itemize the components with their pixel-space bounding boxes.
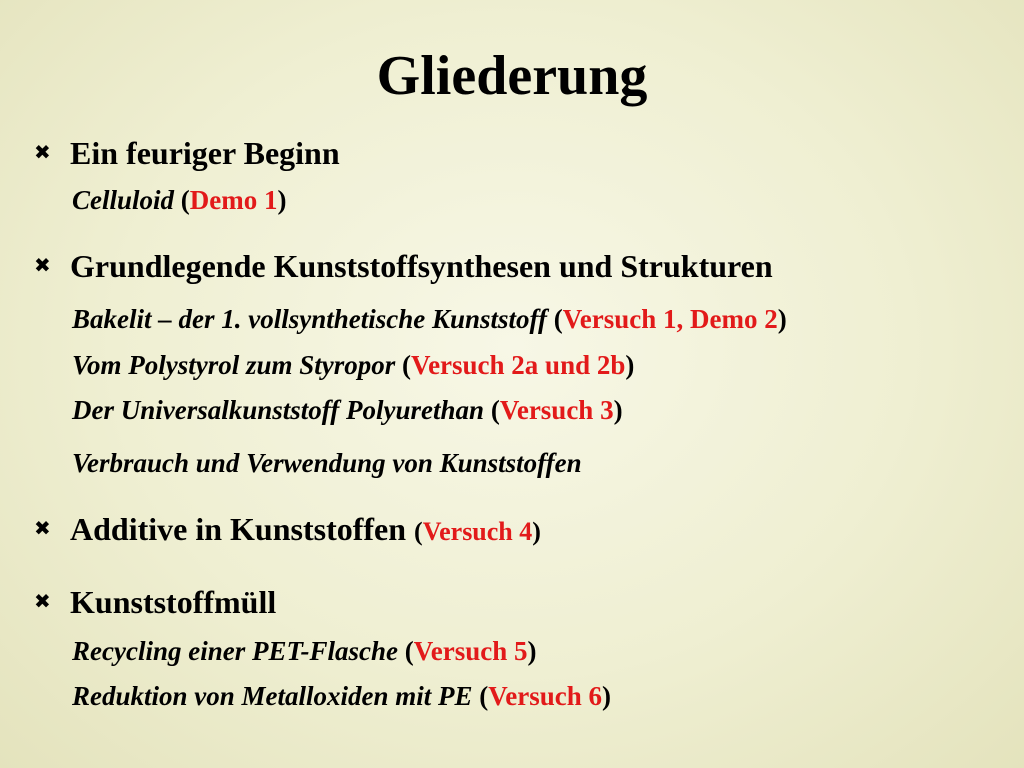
section-heading: ✖ Additive in Kunststoffen (Versuch 4) xyxy=(34,508,541,552)
section-heading-text: Grundlegende Kunststoffsynthesen und Strukturen xyxy=(70,248,773,284)
section-heading-text: Ein feuriger Beginn xyxy=(70,135,340,171)
section-heading-text: Additive in Kunststoffen xyxy=(70,511,407,547)
sub-item-ref: Versuch 3 xyxy=(499,395,614,425)
sub-item-ref: Versuch 2a und 2b xyxy=(411,350,626,380)
sub-item-ref: Versuch 5 xyxy=(413,636,528,666)
sub-item-text: Der Universalkunststoff Polyurethan xyxy=(72,395,485,425)
x-bullet-icon: ✖ xyxy=(34,140,51,164)
sub-item-text: Celluloid xyxy=(72,185,175,215)
sub-item-ref: Demo 1 xyxy=(189,185,278,215)
sub-item: Der Universalkunststoff Polyurethan (Versuch 3) xyxy=(72,395,623,425)
sub-item: Celluloid (Demo 1) xyxy=(72,185,287,215)
sub-item xyxy=(72,446,582,480)
sub-item: Bakelit – der 1. vollsynthetische Kunststoff (Versuch 1, Demo 2) xyxy=(72,304,787,334)
slide-title: Gliederung xyxy=(376,45,648,107)
sub-item-ref: Versuch 6 xyxy=(488,681,603,711)
sub-item-text: Verbrauch und Verwendung von Kunststoffen xyxy=(72,448,582,478)
section-heading xyxy=(34,581,276,622)
section-heading xyxy=(34,245,773,286)
sub-item: Recycling einer PET-Flasche (Versuch 5) xyxy=(72,636,537,666)
section-heading xyxy=(34,132,340,173)
sub-item-text: Reduktion von Metalloxiden mit PE xyxy=(72,681,473,711)
x-bullet-icon: ✖ xyxy=(34,589,51,613)
x-bullet-icon: ✖ xyxy=(34,253,51,277)
sub-item: Vom Polystyrol zum Styropor (Versuch 2a und 2b) xyxy=(72,350,635,380)
section-heading-ref: Versuch 4 xyxy=(422,517,533,546)
sub-item-text: Recycling einer PET-Flasche xyxy=(72,636,398,666)
sub-item: Reduktion von Metalloxiden mit PE (Versuch 6) xyxy=(72,681,612,711)
sub-item-text: Vom Polystyrol zum Styropor xyxy=(72,350,396,380)
section-heading-text: Kunststoffmüll xyxy=(70,584,277,620)
x-bullet-icon: ✖ xyxy=(34,516,51,540)
sub-item-ref: Versuch 1, Demo 2 xyxy=(562,304,778,334)
sub-item-text: Bakelit – der 1. vollsynthetische Kunststoff xyxy=(72,304,548,334)
